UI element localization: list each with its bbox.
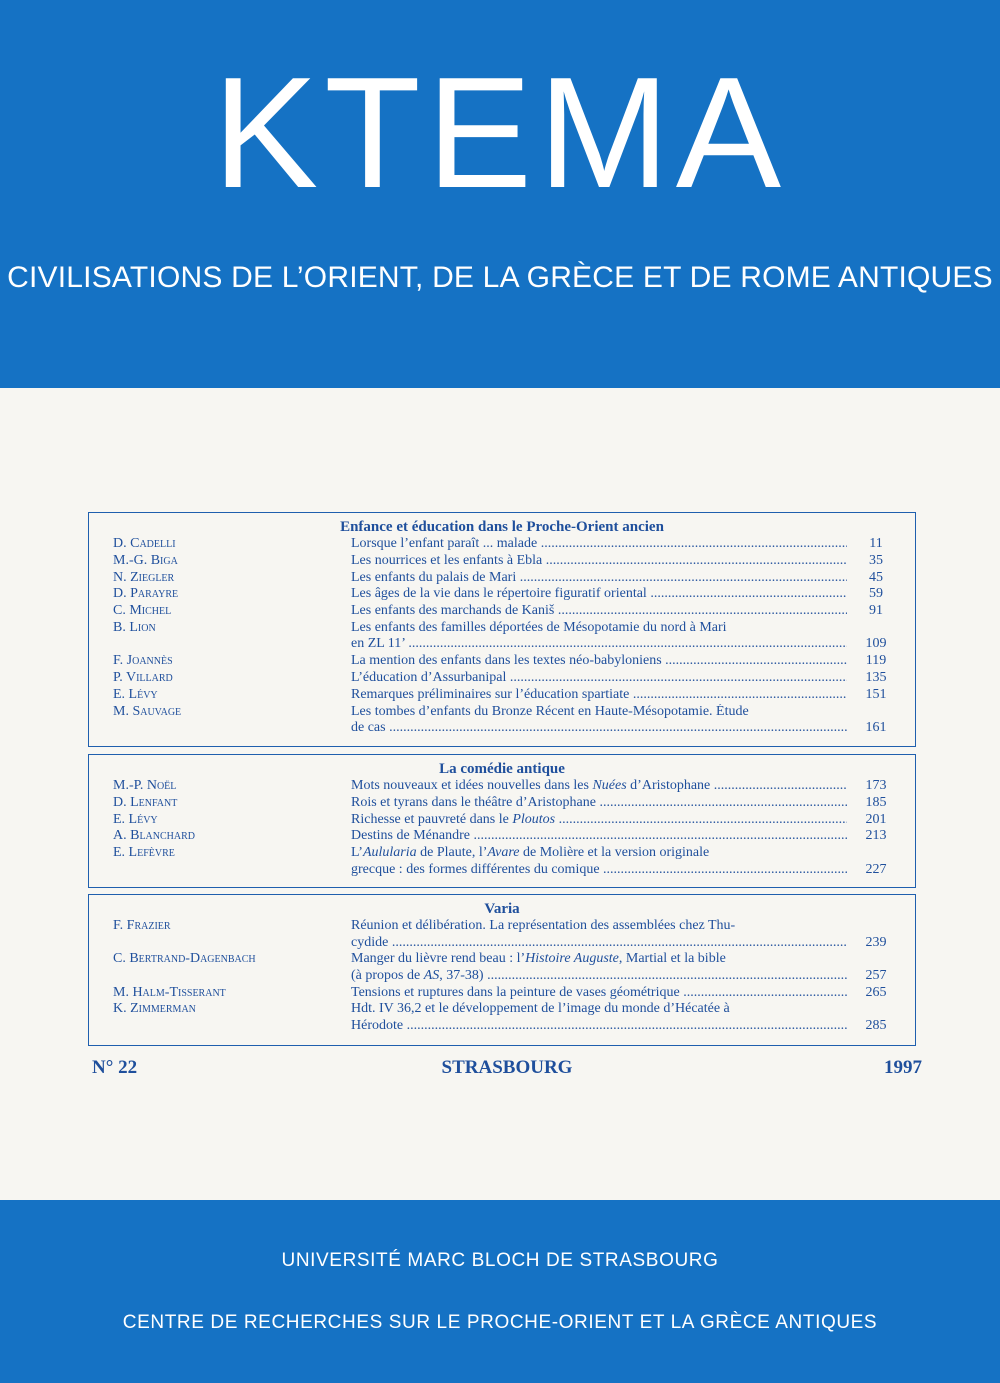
entry-author: M. Sauvage — [113, 703, 182, 719]
dot-leader — [629, 687, 847, 702]
entry-title-line: Les enfants du palais de Mari..... — [351, 570, 847, 587]
entry-author: E. Lefèvre — [113, 845, 175, 861]
toc-entry — [89, 570, 915, 587]
entry-title-line: Les âges de la vie dans le répertoire figuratif oriental..... — [351, 586, 847, 603]
toc-entry — [89, 918, 915, 951]
dot-leader — [484, 968, 847, 983]
dot-leader — [386, 720, 847, 735]
entry-author: F. Frazier — [113, 918, 171, 933]
entry-title — [351, 620, 847, 653]
entry-title-line: Richesse et pauvreté dans le Ploutos..... — [351, 812, 847, 829]
journal-subtitle: CIVILISATIONS DE L’ORIENT, DE LA GRÈCE ET DE ROME ANTIQUES — [7, 261, 993, 294]
entry-author: C. Michel — [113, 603, 172, 619]
entry-page-number: 285 — [865, 1017, 887, 1033]
entry-title-line: Hdt. IV 36,2 et le développement de l’image du monde d’Hécatée à — [351, 1001, 730, 1017]
toc-entry — [89, 653, 915, 670]
entry-page-number: 151 — [865, 686, 887, 702]
entry-title — [351, 704, 847, 737]
entry-title — [351, 653, 847, 670]
entry-title-line: Les enfants des familles déportées de Mésopotamie du nord à Mari — [351, 619, 727, 635]
entry-title — [351, 951, 847, 984]
entry-author: D. Parayre — [113, 586, 179, 602]
entry-author: B. Lion — [113, 619, 156, 635]
university-name: UNIVERSITÉ MARC BLOCH DE STRASBOURG — [281, 1250, 719, 1271]
entry-page-number: 173 — [865, 778, 887, 793]
issue-footer — [92, 1057, 922, 1081]
entry-title-line: de cas..... — [351, 720, 847, 737]
entry-title-line: Réunion et délibération. La représentation des assemblées chez Thu- — [351, 918, 736, 933]
entry-author: M.-G. Biga — [113, 552, 178, 568]
entry-author: A. Blanchard — [113, 828, 196, 844]
entry-title — [351, 1001, 847, 1034]
entry-author: K. Zimmerman — [113, 1001, 196, 1017]
entry-title — [351, 603, 847, 620]
toc-entry — [89, 1001, 915, 1034]
entry-title — [351, 687, 847, 704]
entry-title-line: Manger du lièvre rend beau : l’Histoire Auguste, Martial et la bible — [351, 951, 726, 967]
dot-leader — [470, 828, 847, 843]
entry-title-line: Les nourrices et les enfants à Ebla..... — [351, 553, 847, 570]
toc-section-comedie — [88, 754, 916, 888]
entry-title-line: (à propos de AS, 37-38)..... — [351, 968, 847, 985]
issue-number: N° 22 — [92, 1057, 138, 1078]
entry-page-number: 119 — [865, 653, 887, 669]
entry-title-line: cydide..... — [351, 935, 847, 952]
city: STRASBOURG — [441, 1057, 573, 1078]
entry-page-number: 265 — [865, 984, 887, 1000]
entry-title — [351, 553, 847, 570]
entry-title-line: Remarques préliminaires sur l’éducation spartiate..... — [351, 687, 847, 704]
dot-leader — [516, 570, 847, 585]
dot-leader — [388, 935, 847, 950]
entry-title — [351, 586, 847, 603]
section-title: Varia — [484, 901, 520, 917]
dot-leader — [405, 636, 847, 651]
dot-leader — [710, 778, 847, 793]
entry-author: C. Bertrand-Dagenbach — [113, 951, 256, 967]
entry-author: N. Ziegler — [113, 569, 175, 585]
journal-title: KTEMA — [212, 45, 788, 221]
entry-author: M. Halm-Tisserant — [113, 984, 226, 1000]
entry-author: E. Lévy — [113, 811, 158, 827]
entry-page-number: 135 — [865, 670, 887, 686]
entry-author: F. Joannès — [113, 653, 173, 669]
entry-title-line: La mention des enfants dans les textes néo-babyloniens..... — [351, 653, 847, 670]
toc-entry — [89, 778, 915, 795]
publisher-band — [0, 1200, 1000, 1383]
entry-title — [351, 670, 847, 687]
entry-title-line: Tensions et ruptures dans la peinture de vases géométrique..... — [351, 985, 847, 1002]
dot-leader — [596, 795, 847, 810]
entry-page-number: 35 — [869, 552, 883, 568]
entry-title — [351, 570, 847, 587]
entry-title-line: L’Aulularia de Plaute, l’Avare de Molière et la version originale — [351, 845, 710, 861]
entry-page-number: 161 — [865, 720, 887, 736]
entry-title-line: Destins de Ménandre..... — [351, 828, 847, 845]
dot-leader — [555, 812, 847, 827]
entry-title — [351, 536, 847, 553]
dot-leader — [403, 1018, 847, 1033]
section-title: La comédie antique — [439, 761, 565, 777]
toc-section-enfance — [88, 512, 916, 747]
toc-entry — [89, 812, 915, 829]
entry-title-line: Mots nouveaux et idées nouvelles dans les Nuées d’Aristophane..... — [351, 778, 847, 795]
toc-entry — [89, 586, 915, 603]
section-title: Enfance et éducation dans le Proche-Orient ancien — [340, 519, 664, 535]
entry-title-line: L’éducation d’Assurbanipal..... — [351, 670, 847, 687]
entry-title — [351, 828, 847, 845]
entry-page-number: 227 — [865, 861, 887, 877]
entry-page-number: 201 — [865, 811, 887, 827]
entry-title-line: Les tombes d’enfants du Bronze Récent en Haute-Mésopotamie. Étude — [351, 703, 749, 719]
entry-page-number: 11 — [869, 536, 883, 551]
entry-author: D. Lenfant — [113, 794, 178, 810]
year: 1997 — [884, 1057, 922, 1078]
entry-title-line: Rois et tyrans dans le théâtre d’Aristophane..... — [351, 795, 847, 812]
dot-leader — [600, 862, 847, 877]
toc-entry — [89, 951, 915, 984]
entry-title — [351, 918, 847, 951]
toc-entry — [89, 553, 915, 570]
entry-page-number: 59 — [869, 586, 883, 602]
entry-author: E. Lévy — [113, 686, 158, 702]
entry-author: P. Villard — [113, 670, 173, 686]
entry-page-number: 45 — [869, 569, 883, 585]
toc-entry — [89, 536, 915, 553]
entry-page-number: 109 — [865, 636, 887, 652]
entry-title-line: Lorsque l’enfant paraît ... malade..... — [351, 536, 847, 553]
entry-author: M.-P. Noël — [113, 778, 177, 793]
toc-entry — [89, 704, 915, 737]
dot-leader — [647, 586, 847, 601]
entry-title-line: Les enfants des marchands de Kaniš..... — [351, 603, 847, 620]
dot-leader — [554, 603, 847, 618]
entry-page-number: 213 — [865, 828, 887, 844]
toc-entry — [89, 828, 915, 845]
entry-title — [351, 812, 847, 829]
toc-entry — [89, 687, 915, 704]
dot-leader — [537, 536, 847, 551]
entry-page-number: 185 — [865, 794, 887, 810]
entry-title — [351, 795, 847, 812]
entry-title — [351, 845, 847, 878]
dot-leader — [680, 985, 847, 1000]
dot-leader — [662, 653, 847, 668]
entry-title — [351, 985, 847, 1002]
entry-title — [351, 778, 847, 795]
toc-entry — [89, 845, 915, 878]
entry-title-line: grecque : des formes différentes du comique..... — [351, 862, 847, 879]
dot-leader — [542, 553, 847, 568]
toc-entry — [89, 603, 915, 620]
entry-author: D. Cadelli — [113, 536, 176, 551]
entry-page-number: 239 — [865, 934, 887, 950]
entry-title-line: Hérodote..... — [351, 1018, 847, 1035]
toc-entry — [89, 985, 915, 1002]
toc-entry — [89, 670, 915, 687]
toc-entry — [89, 620, 915, 653]
entry-page-number: 257 — [865, 967, 887, 983]
entry-title-line: en ZL 11’..... — [351, 636, 847, 653]
entry-page-number: 91 — [869, 603, 883, 619]
dot-leader — [506, 670, 847, 685]
toc-section-varia — [88, 894, 916, 1046]
research-centre-name: CENTRE DE RECHERCHES SUR LE PROCHE-ORIENT ET LA GRÈCE ANTIQUES — [122, 1312, 878, 1333]
toc-entry — [89, 795, 915, 812]
